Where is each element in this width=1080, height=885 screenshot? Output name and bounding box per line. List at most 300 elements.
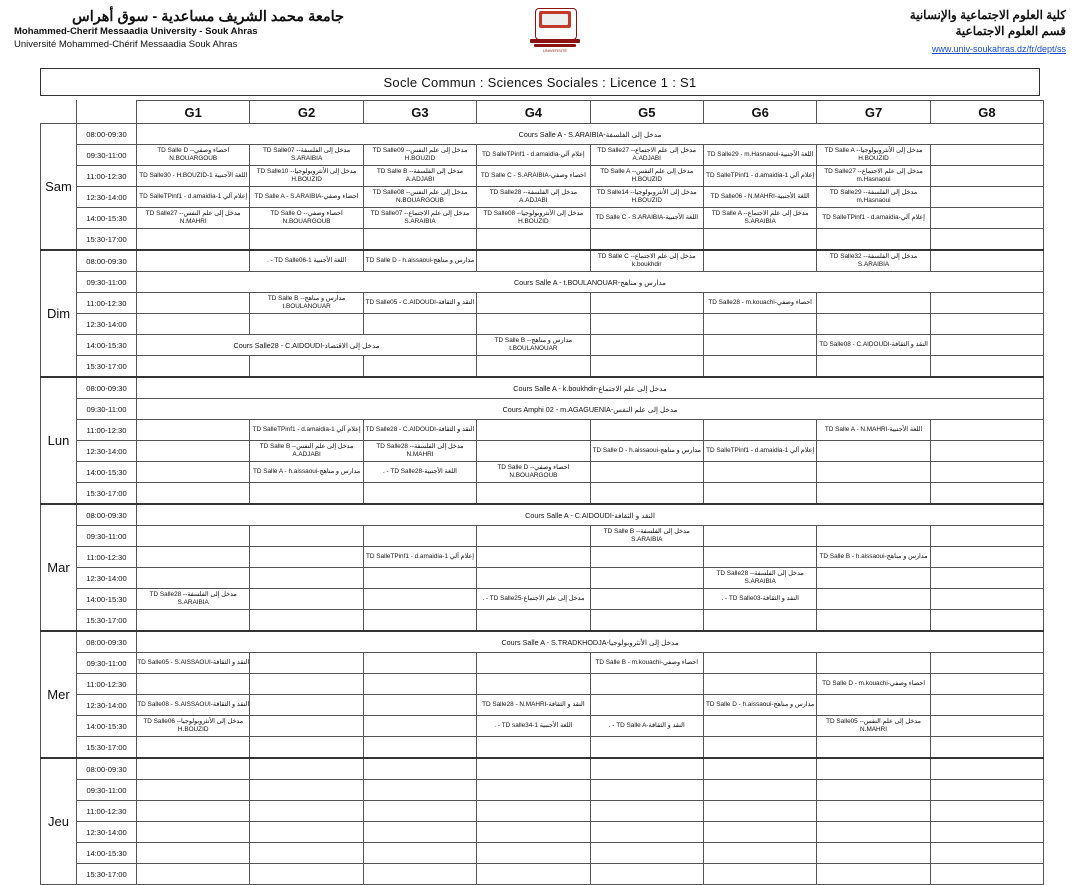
session-cell[interactable]: احصاء وصفي-TD Salle D - N.BOUARGOUB <box>477 462 590 483</box>
session-cell[interactable] <box>930 653 1043 674</box>
session-cell[interactable]: احصاء وصفي-TD Salle D - m.kouachi <box>817 674 930 695</box>
day-label-jeu: Jeu <box>41 758 77 885</box>
session-cell[interactable] <box>703 250 816 272</box>
timetable-row <box>41 335 1044 356</box>
timetable <box>40 100 1044 885</box>
session-cell[interactable] <box>930 864 1043 885</box>
session-cell[interactable] <box>363 822 476 843</box>
session-cell[interactable] <box>137 356 250 378</box>
session-cell[interactable] <box>590 314 703 335</box>
session-cell[interactable] <box>703 822 816 843</box>
session-cell[interactable]: النقد و الثقافة-TD Salle A - . <box>590 716 703 737</box>
session-cell[interactable] <box>363 674 476 695</box>
session-cell[interactable] <box>590 462 703 483</box>
session-cell[interactable]: مدخل إلى علم النفس-TD Salle08 - N.BOUARGOUB <box>363 187 476 208</box>
session-cell[interactable] <box>930 589 1043 610</box>
session-cell[interactable] <box>703 526 816 547</box>
session-cell[interactable] <box>250 695 363 716</box>
session-cell[interactable] <box>930 462 1043 483</box>
session-cell[interactable]: إعلام آلي-TD SalleTPinf1 - d.amaidia <box>477 145 590 166</box>
time-slot-label: 11:00-12:30 <box>77 547 137 568</box>
session-cell[interactable] <box>703 780 816 801</box>
session-cell[interactable] <box>137 737 250 759</box>
timetable-row <box>41 483 1044 505</box>
session-cell[interactable] <box>363 229 476 251</box>
session-cell[interactable] <box>363 695 476 716</box>
session-cell[interactable] <box>930 843 1043 864</box>
session-cell[interactable]: مدارس و مناهج-TD Salle B - h.aissaoui <box>817 547 930 568</box>
session-cell[interactable] <box>590 356 703 378</box>
session-cell[interactable]: اللغة الأجنبية 1-TD Salle06 - . <box>250 250 363 272</box>
time-slot-label: 15:30-17:00 <box>77 864 137 885</box>
session-cell[interactable] <box>930 758 1043 780</box>
session-cell[interactable] <box>703 801 816 822</box>
session-cell[interactable] <box>137 801 250 822</box>
session-cell[interactable] <box>930 335 1043 356</box>
session-cell[interactable] <box>590 822 703 843</box>
time-slot-label: 15:30-17:00 <box>77 356 137 378</box>
session-cell[interactable] <box>137 314 250 335</box>
session-cell[interactable] <box>703 737 816 759</box>
session-cell[interactable] <box>817 695 930 716</box>
session-cell[interactable] <box>250 610 363 632</box>
session-cell[interactable] <box>703 356 816 378</box>
session-cell[interactable]: النقد و الثقافة-TD Salle28 - C.AIDOUDI <box>363 420 476 441</box>
session-cell[interactable] <box>137 293 250 314</box>
session-cell[interactable] <box>590 568 703 589</box>
session-cell[interactable] <box>930 166 1043 187</box>
session-cell[interactable]: إعلام آلي-TD SalleTPinf1 - d.amaidia <box>817 208 930 229</box>
session-cell[interactable] <box>590 780 703 801</box>
session-cell[interactable] <box>137 864 250 885</box>
session-cell[interactable] <box>363 780 476 801</box>
session-cell[interactable]: مدخل إلى علم الاجتماع-TD Salle A - S.ARAIBIA <box>703 208 816 229</box>
session-cell[interactable]: اللغة الأجنبية 1-TD Salle30 - H.BOUZID <box>137 166 250 187</box>
session-cell[interactable] <box>817 589 930 610</box>
session-cell[interactable]: مدخل إلى علم الاجتماع-TD Salle25 - . <box>477 589 590 610</box>
session-cell[interactable] <box>363 758 476 780</box>
page-title-text: Socle Commun : Sciences Sociales : Licence 1 : S1 <box>383 74 697 90</box>
session-cell[interactable] <box>703 843 816 864</box>
session-cell[interactable] <box>137 568 250 589</box>
session-cell[interactable] <box>363 864 476 885</box>
timetable-row <box>41 822 1044 843</box>
session-cell-cours[interactable]: النقد و الثقافة-Cours Salle A - C.AIDOUDI <box>137 504 1044 526</box>
session-cell[interactable] <box>930 314 1043 335</box>
session-cell[interactable] <box>930 293 1043 314</box>
column-header-g8: G8 <box>930 101 1043 124</box>
session-cell[interactable] <box>817 229 930 251</box>
session-cell[interactable]: مدخل إلى الفلسفة-TD Salle29 - m.Hasnaoui <box>817 187 930 208</box>
session-cell[interactable] <box>590 843 703 864</box>
session-cell[interactable]: مدخل إلى الفلسفة-TD Salle B - S.ARAIBIA <box>590 526 703 547</box>
session-cell[interactable] <box>477 293 590 314</box>
session-cell[interactable]: إعلام آلي 1-TD SalleTPinf1 - d.amaidia <box>137 187 250 208</box>
session-cell[interactable] <box>477 314 590 335</box>
session-cell[interactable] <box>590 610 703 632</box>
timetable-row <box>41 737 1044 759</box>
session-cell[interactable] <box>930 420 1043 441</box>
session-cell[interactable]: مدخل إلى علم الاجتماع-TD Salle27 - A.ADJABI <box>590 145 703 166</box>
session-cell[interactable] <box>817 843 930 864</box>
session-cell[interactable] <box>250 801 363 822</box>
session-cell[interactable]: مدخل إلى الأنثروبولوجيا-TD Salle A - H.BOUZID <box>817 145 930 166</box>
session-cell[interactable] <box>703 314 816 335</box>
session-cell[interactable] <box>930 801 1043 822</box>
session-cell[interactable]: مدارس و مناهج-TD Salle D - h.aissaoui <box>363 250 476 272</box>
session-cell[interactable] <box>930 208 1043 229</box>
session-cell[interactable] <box>250 822 363 843</box>
session-cell[interactable] <box>363 526 476 547</box>
session-cell[interactable] <box>590 864 703 885</box>
session-cell[interactable] <box>250 843 363 864</box>
logo-caption: UNIVERSITÉ <box>542 48 567 53</box>
timetable-row <box>41 568 1044 589</box>
session-cell[interactable] <box>250 547 363 568</box>
timetable-head <box>41 101 1044 124</box>
time-slot-label: 14:00-15:30 <box>77 843 137 864</box>
session-cell[interactable] <box>930 716 1043 737</box>
session-cell[interactable]: اللغة الأجنبية-TD Salle28 - . <box>363 462 476 483</box>
session-cell[interactable] <box>363 653 476 674</box>
session-cell[interactable] <box>250 780 363 801</box>
session-cell[interactable] <box>363 843 476 864</box>
session-cell-cours[interactable]: مدخل إلى الاقتصاد-Cours Salle28 - C.AIDOUDI <box>137 335 477 356</box>
session-cell[interactable] <box>817 822 930 843</box>
session-cell[interactable] <box>930 780 1043 801</box>
session-cell[interactable] <box>703 229 816 251</box>
session-cell[interactable] <box>477 483 590 505</box>
session-cell[interactable] <box>363 589 476 610</box>
session-cell[interactable] <box>477 674 590 695</box>
session-cell[interactable] <box>817 441 930 462</box>
time-slot-label: 14:00-15:30 <box>77 589 137 610</box>
session-cell[interactable]: مدخل إلى علم الاجتماع-TD Salle27 - m.Hasnaoui <box>817 166 930 187</box>
session-cell[interactable] <box>477 801 590 822</box>
session-cell[interactable]: النقد و الثقافة-TD Salle08 - C.AIDOUDI <box>817 335 930 356</box>
session-cell[interactable] <box>817 293 930 314</box>
session-cell[interactable] <box>817 653 930 674</box>
session-cell-cours[interactable]: مدخل إلى الأنثروبولوجيا-Cours Salle A - S.TRADKHODJA <box>137 631 1044 653</box>
session-cell[interactable] <box>250 568 363 589</box>
timetable-row <box>41 293 1044 314</box>
session-cell[interactable] <box>817 758 930 780</box>
day-label-mer: Mer <box>41 631 77 758</box>
session-cell[interactable] <box>477 653 590 674</box>
session-cell[interactable] <box>817 801 930 822</box>
session-cell[interactable] <box>703 420 816 441</box>
session-cell[interactable]: إعلام آلي 1-TD SalleTPinf1 - d.amaidia <box>250 420 363 441</box>
session-cell[interactable] <box>137 758 250 780</box>
session-cell[interactable] <box>477 737 590 759</box>
session-cell[interactable] <box>477 568 590 589</box>
session-cell[interactable] <box>817 483 930 505</box>
department-website-link[interactable]: www.univ-soukahras.dz/fr/dept/ss <box>931 44 1066 55</box>
session-cell[interactable] <box>817 780 930 801</box>
session-cell[interactable] <box>137 250 250 272</box>
session-cell[interactable]: مدخل إلى علم الاجتماع-TD Salle07 - S.ARAIBIA <box>363 208 476 229</box>
session-cell[interactable] <box>703 674 816 695</box>
page-title <box>40 68 1040 96</box>
session-cell[interactable]: اللغة الأجنبية-TD Salle A - N.MAHRI <box>817 420 930 441</box>
session-cell[interactable]: النقد و الثقافة-TD Salle05 - C.AIDOUDI <box>363 293 476 314</box>
session-cell[interactable]: مدخل إلى الفلسفة-TD Salle28 - S.ARAIBIA <box>137 589 250 610</box>
session-cell[interactable] <box>137 462 250 483</box>
session-cell[interactable]: مدخل إلى الأنثروبولوجيا-TD Salle14 - H.BOUZID <box>590 187 703 208</box>
timetable-row <box>41 166 1044 187</box>
session-cell[interactable] <box>250 229 363 251</box>
session-cell[interactable] <box>703 864 816 885</box>
session-cell[interactable] <box>137 547 250 568</box>
session-cell[interactable]: النقد و الثقافة-TD Salle28 - N.MAHRI <box>477 695 590 716</box>
session-cell[interactable] <box>250 674 363 695</box>
session-cell[interactable]: احصاء وصفي-TD Salle B - m.kouachi <box>590 653 703 674</box>
session-cell-cours[interactable]: مدارس و مناهج-Cours Salle A - t.BOULANOUAR <box>137 272 1044 293</box>
session-cell[interactable] <box>250 526 363 547</box>
faculty-name-arabic: كلية العلوم الاجتماعية والإنسانية <box>909 8 1066 22</box>
session-cell[interactable]: مدارس و مناهج-TD Salle D - h.aissaoui <box>703 695 816 716</box>
group-header-row <box>41 101 1044 124</box>
session-cell[interactable]: إعلام آلي 1-TD SalleTPinf1 - d.amaidia <box>703 166 816 187</box>
session-cell[interactable] <box>590 420 703 441</box>
column-header-g7: G7 <box>817 101 930 124</box>
session-cell[interactable]: مدخل إلى الفلسفة-TD Salle28 - S.ARAIBIA <box>703 568 816 589</box>
session-cell[interactable] <box>477 864 590 885</box>
logo-bar-lower <box>534 44 576 47</box>
time-slot-label: 14:00-15:30 <box>77 462 137 483</box>
time-slot-label: 09:30-11:00 <box>77 780 137 801</box>
session-cell[interactable] <box>930 145 1043 166</box>
session-cell[interactable]: إعلام آلي 1-TD SalleTPinf1 - d.amaidia <box>703 441 816 462</box>
session-cell[interactable] <box>250 864 363 885</box>
session-cell[interactable] <box>137 843 250 864</box>
session-cell[interactable]: اللغة الأجنبية-TD Salle29 - m.Hasnaoui <box>703 145 816 166</box>
session-cell[interactable] <box>590 758 703 780</box>
session-cell[interactable]: النقد و الثقافة-TD Salle03 - . <box>703 589 816 610</box>
corner-cell-time <box>77 101 137 124</box>
session-cell[interactable] <box>477 780 590 801</box>
session-cell[interactable] <box>817 314 930 335</box>
session-cell[interactable]: إعلام آلي 1-TD SalleTPinf1 - d.amaidia <box>363 547 476 568</box>
session-cell[interactable] <box>477 420 590 441</box>
session-cell[interactable]: مدخل إلى علم النفس-TD Salle A - H.BOUZID <box>590 166 703 187</box>
session-cell[interactable] <box>137 822 250 843</box>
session-cell[interactable] <box>477 843 590 864</box>
session-cell[interactable]: احصاء وصفي-TD Salle O - N.BOUARGOUB <box>250 208 363 229</box>
session-cell[interactable] <box>137 420 250 441</box>
session-cell[interactable] <box>137 610 250 632</box>
session-cell[interactable] <box>137 441 250 462</box>
time-slot-label: 11:00-12:30 <box>77 801 137 822</box>
timetable-row <box>41 631 1044 653</box>
corner-cell-day <box>41 101 77 124</box>
session-cell[interactable] <box>930 187 1043 208</box>
session-cell[interactable]: اللغة الأجنبية-TD Salle C - S.ARAIBIA <box>590 208 703 229</box>
session-cell[interactable] <box>137 780 250 801</box>
session-cell[interactable]: مدخل إلى الفلسفة-TD Salle28 - N.MAHRI <box>363 441 476 462</box>
session-cell[interactable] <box>703 758 816 780</box>
session-cell[interactable] <box>363 737 476 759</box>
session-cell[interactable]: مدارس و مناهج-TD Salle D - h.aissaoui <box>590 441 703 462</box>
time-slot-label: 14:00-15:30 <box>77 716 137 737</box>
session-cell[interactable] <box>590 483 703 505</box>
session-cell[interactable] <box>477 229 590 251</box>
time-slot-label: 08:00-09:30 <box>77 758 137 780</box>
timetable-row <box>41 653 1044 674</box>
session-cell[interactable] <box>703 483 816 505</box>
day-label-mar: Mar <box>41 504 77 631</box>
session-cell[interactable] <box>703 462 816 483</box>
session-cell[interactable] <box>363 483 476 505</box>
session-cell[interactable] <box>817 568 930 589</box>
session-cell[interactable] <box>930 695 1043 716</box>
session-cell[interactable]: احصاء وصفي-TD Salle D - N.BOUARGOUB <box>137 145 250 166</box>
timetable-row <box>41 674 1044 695</box>
session-cell[interactable]: النقد و الثقافة-TD Salle05 - S.AISSAOUI <box>137 653 250 674</box>
session-cell[interactable] <box>930 483 1043 505</box>
session-cell[interactable]: النقد و الثقافة-TD Salle08 - S.AISSAOUI <box>137 695 250 716</box>
university-identity-left <box>14 8 344 52</box>
session-cell[interactable] <box>930 441 1043 462</box>
session-cell[interactable] <box>590 695 703 716</box>
session-cell[interactable] <box>930 356 1043 378</box>
time-slot-label: 15:30-17:00 <box>77 610 137 632</box>
time-slot-label: 08:00-09:30 <box>77 250 137 272</box>
timetable-row <box>41 420 1044 441</box>
session-cell[interactable]: مدخل إلى علم الاجتماع-TD Salle C - k.boukhdir <box>590 250 703 272</box>
session-cell[interactable] <box>250 483 363 505</box>
session-cell[interactable] <box>250 716 363 737</box>
university-name-arabic: جامعة محمد الشريف مساعدية - سوق أهراس <box>72 9 344 25</box>
timetable-row <box>41 843 1044 864</box>
session-cell[interactable] <box>250 314 363 335</box>
session-cell-cours[interactable]: مدخل إلى علم النفس-Cours Amphi 02 - m.AGAGUENIA <box>137 399 1044 420</box>
session-cell[interactable] <box>477 547 590 568</box>
session-cell[interactable] <box>703 610 816 632</box>
logo-bar-upper <box>530 39 580 43</box>
session-cell[interactable] <box>250 758 363 780</box>
session-cell[interactable] <box>477 356 590 378</box>
session-cell[interactable] <box>137 229 250 251</box>
session-cell[interactable]: مدخل إلى الفلسفة-TD Salle07 - S.ARAIBIA <box>250 145 363 166</box>
session-cell[interactable] <box>590 674 703 695</box>
timetable-row <box>41 589 1044 610</box>
session-cell[interactable] <box>930 568 1043 589</box>
session-cell[interactable] <box>363 801 476 822</box>
session-cell[interactable] <box>363 610 476 632</box>
session-cell[interactable] <box>477 822 590 843</box>
session-cell[interactable] <box>477 610 590 632</box>
session-cell[interactable] <box>930 610 1043 632</box>
session-cell[interactable]: مدخل إلى علم النفس-TD Salle B - A.ADJABI <box>250 441 363 462</box>
session-cell[interactable]: مدخل إلى الأنثروبولوجيا-TD Salle10 - H.BOUZID <box>250 166 363 187</box>
session-cell[interactable]: مدخل إلى الفلسفة-TD Salle B - A.ADJABI <box>363 166 476 187</box>
session-cell[interactable] <box>137 483 250 505</box>
session-cell[interactable] <box>250 653 363 674</box>
session-cell[interactable]: مدخل إلى علم النفس-TD Salle09 - H.BOUZID <box>363 145 476 166</box>
session-cell[interactable] <box>363 356 476 378</box>
session-cell[interactable] <box>817 610 930 632</box>
session-cell[interactable] <box>703 653 816 674</box>
session-cell[interactable]: مدخل إلى الفلسفة-TD Salle32 - S.ARAIBIA <box>817 250 930 272</box>
day-label-dim: Dim <box>41 250 77 377</box>
session-cell[interactable] <box>363 314 476 335</box>
timetable-row <box>41 780 1044 801</box>
session-cell[interactable] <box>930 822 1043 843</box>
timetable-row <box>41 716 1044 737</box>
session-cell[interactable] <box>137 526 250 547</box>
session-cell[interactable] <box>590 229 703 251</box>
session-cell[interactable]: مدخل إلى الفلسفة-TD Salle28 - A.ADJABI <box>477 187 590 208</box>
session-cell[interactable]: مدخل إلى علم النفس-TD Salle27 - N.MAHRI <box>137 208 250 229</box>
timetable-row <box>41 610 1044 632</box>
session-cell[interactable]: مدخل إلى الأنثروبولوجيا-TD Salle08 - H.BOUZID <box>477 208 590 229</box>
timetable-row <box>41 208 1044 229</box>
session-cell[interactable] <box>817 462 930 483</box>
session-cell[interactable] <box>590 737 703 759</box>
time-slot-label: 12:30-14:00 <box>77 314 137 335</box>
session-cell[interactable] <box>363 568 476 589</box>
session-cell-cours[interactable]: مدخل إلى علم الاجتماع-Cours Salle A - k.boukhdir <box>137 377 1044 399</box>
session-cell[interactable]: مدارس و مناهج-TD Salle B - t.BOULANOUAR <box>477 335 590 356</box>
session-cell[interactable] <box>817 737 930 759</box>
session-cell[interactable] <box>590 547 703 568</box>
session-cell[interactable]: مدارس و مناهج-TD Salle A - h.aissaoui <box>250 462 363 483</box>
session-cell[interactable] <box>817 526 930 547</box>
session-cell-cours[interactable]: مدخل إلى الفلسفة-Cours Salle A - S.ARAIBIA <box>137 124 1044 145</box>
session-cell[interactable] <box>930 674 1043 695</box>
session-cell[interactable]: اللغة الأجنبية 1-TD salle34 - . <box>477 716 590 737</box>
session-cell[interactable] <box>250 356 363 378</box>
session-cell[interactable] <box>930 250 1043 272</box>
session-cell[interactable] <box>477 758 590 780</box>
session-cell[interactable]: مدخل إلى الأنثروبولوجيا-TD Salle06 - H.BOUZID <box>137 716 250 737</box>
session-cell[interactable] <box>703 335 816 356</box>
session-cell[interactable] <box>137 674 250 695</box>
session-cell[interactable] <box>590 801 703 822</box>
timetable-row <box>41 314 1044 335</box>
session-cell[interactable] <box>477 250 590 272</box>
session-cell[interactable]: مدارس و مناهج-TD Salle B - t.BOULANOUAR <box>250 293 363 314</box>
session-cell[interactable] <box>930 547 1043 568</box>
session-cell[interactable]: احصاء وصفي-TD Salle28 - m.kouachi <box>703 293 816 314</box>
session-cell[interactable]: احصاء وصفي-TD Salle A - S.ARAIBIA <box>250 187 363 208</box>
university-name-english: Mohammed-Cherif Messaadia University - Souk Ahras <box>14 26 258 38</box>
session-cell[interactable] <box>930 229 1043 251</box>
session-cell[interactable] <box>703 716 816 737</box>
session-cell[interactable] <box>817 864 930 885</box>
session-cell[interactable] <box>477 526 590 547</box>
session-cell[interactable] <box>703 547 816 568</box>
session-cell[interactable] <box>930 526 1043 547</box>
session-cell[interactable] <box>477 441 590 462</box>
session-cell[interactable] <box>590 335 703 356</box>
session-cell[interactable]: اللغة الأجنبية-TD Salle06 - N.MAHRI <box>703 187 816 208</box>
time-slot-label: 12:30-14:00 <box>77 441 137 462</box>
session-cell[interactable] <box>590 293 703 314</box>
session-cell[interactable]: مدخل إلى علم النفس-TD Salle05 - N.MAHRI <box>817 716 930 737</box>
session-cell[interactable]: احصاء وصفي-TD Salle C - S.ARAIBIA <box>477 166 590 187</box>
time-slot-label: 08:00-09:30 <box>77 631 137 653</box>
session-cell[interactable] <box>590 589 703 610</box>
session-cell[interactable] <box>250 737 363 759</box>
session-cell[interactable] <box>250 589 363 610</box>
time-slot-label: 11:00-12:30 <box>77 674 137 695</box>
session-cell[interactable] <box>363 716 476 737</box>
session-cell[interactable] <box>930 737 1043 759</box>
timetable-row <box>41 801 1044 822</box>
session-cell[interactable] <box>817 356 930 378</box>
